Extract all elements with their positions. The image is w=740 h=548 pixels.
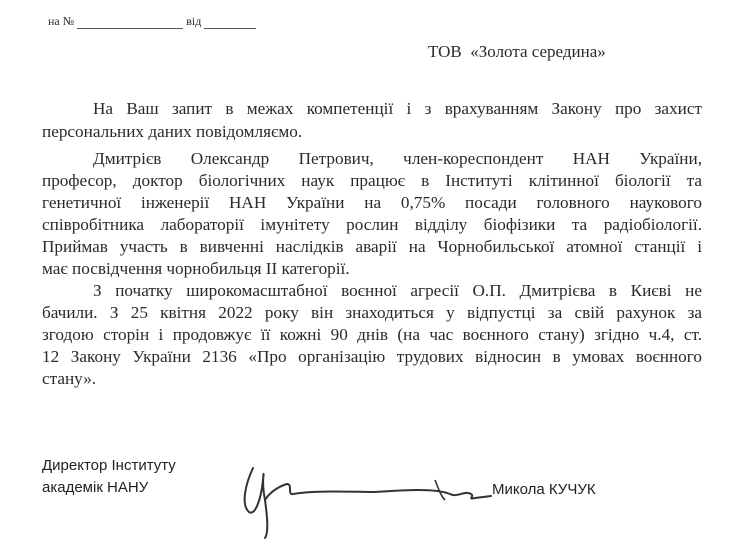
- signer-position-1: Директор Інституту: [42, 457, 176, 474]
- ref-date-blank: [204, 16, 256, 29]
- addressee: ТОВ «Золота середина»: [428, 42, 606, 61]
- body-line: На Ваш запит в межах компетенції і з врахуванням Закону про захист: [93, 99, 702, 118]
- body-line: З початку широкомасштабної воєнної агресії О.П. Дмитрієва в Києві не: [93, 281, 702, 300]
- body-line: згодою сторін і продовжує її кожні 90 днів (на час воєнного стану) згідно ч.4, ст.: [42, 325, 702, 344]
- signer-name: Микола КУЧУК: [492, 481, 596, 498]
- body-line: Приймав участь в вивченні наслідків аварії на Чорнобильської атомної станції і: [42, 237, 702, 256]
- body-line: професор, доктор біологічних наук працює в Інституті клітинної біології та: [42, 171, 702, 190]
- body-line: персональних даних повідомляємо.: [42, 122, 303, 141]
- body-line: стану».: [42, 369, 97, 388]
- reference-line: [48, 14, 256, 29]
- body-line: має посвідчення чорнобильця ІІ категорії.: [42, 259, 350, 278]
- body-line: Дмитрієв Олександр Петрович, член-кореспондент НАН України,: [93, 149, 702, 168]
- body-line: бачили. З 25 квітня 2022 року він знаходиться у відпустці за свій рахунок за: [42, 303, 702, 322]
- body-line: співробітника лабораторії імунітету рослин відділу біофізики та радіобіології.: [42, 215, 702, 234]
- ref-number-blank: [77, 16, 183, 29]
- body-line: генетичної інженерії НАН України на 0,75% посади головного наукового: [42, 193, 702, 212]
- body-line: 12 Закону України 2136 «Про організацію трудових відносин в умовах воєнного: [42, 347, 702, 366]
- ref-prefix: на №: [48, 14, 75, 28]
- handwritten-signature: [235, 440, 495, 540]
- ref-from: від: [186, 14, 202, 28]
- signer-position-2: академік НАНУ: [42, 479, 149, 496]
